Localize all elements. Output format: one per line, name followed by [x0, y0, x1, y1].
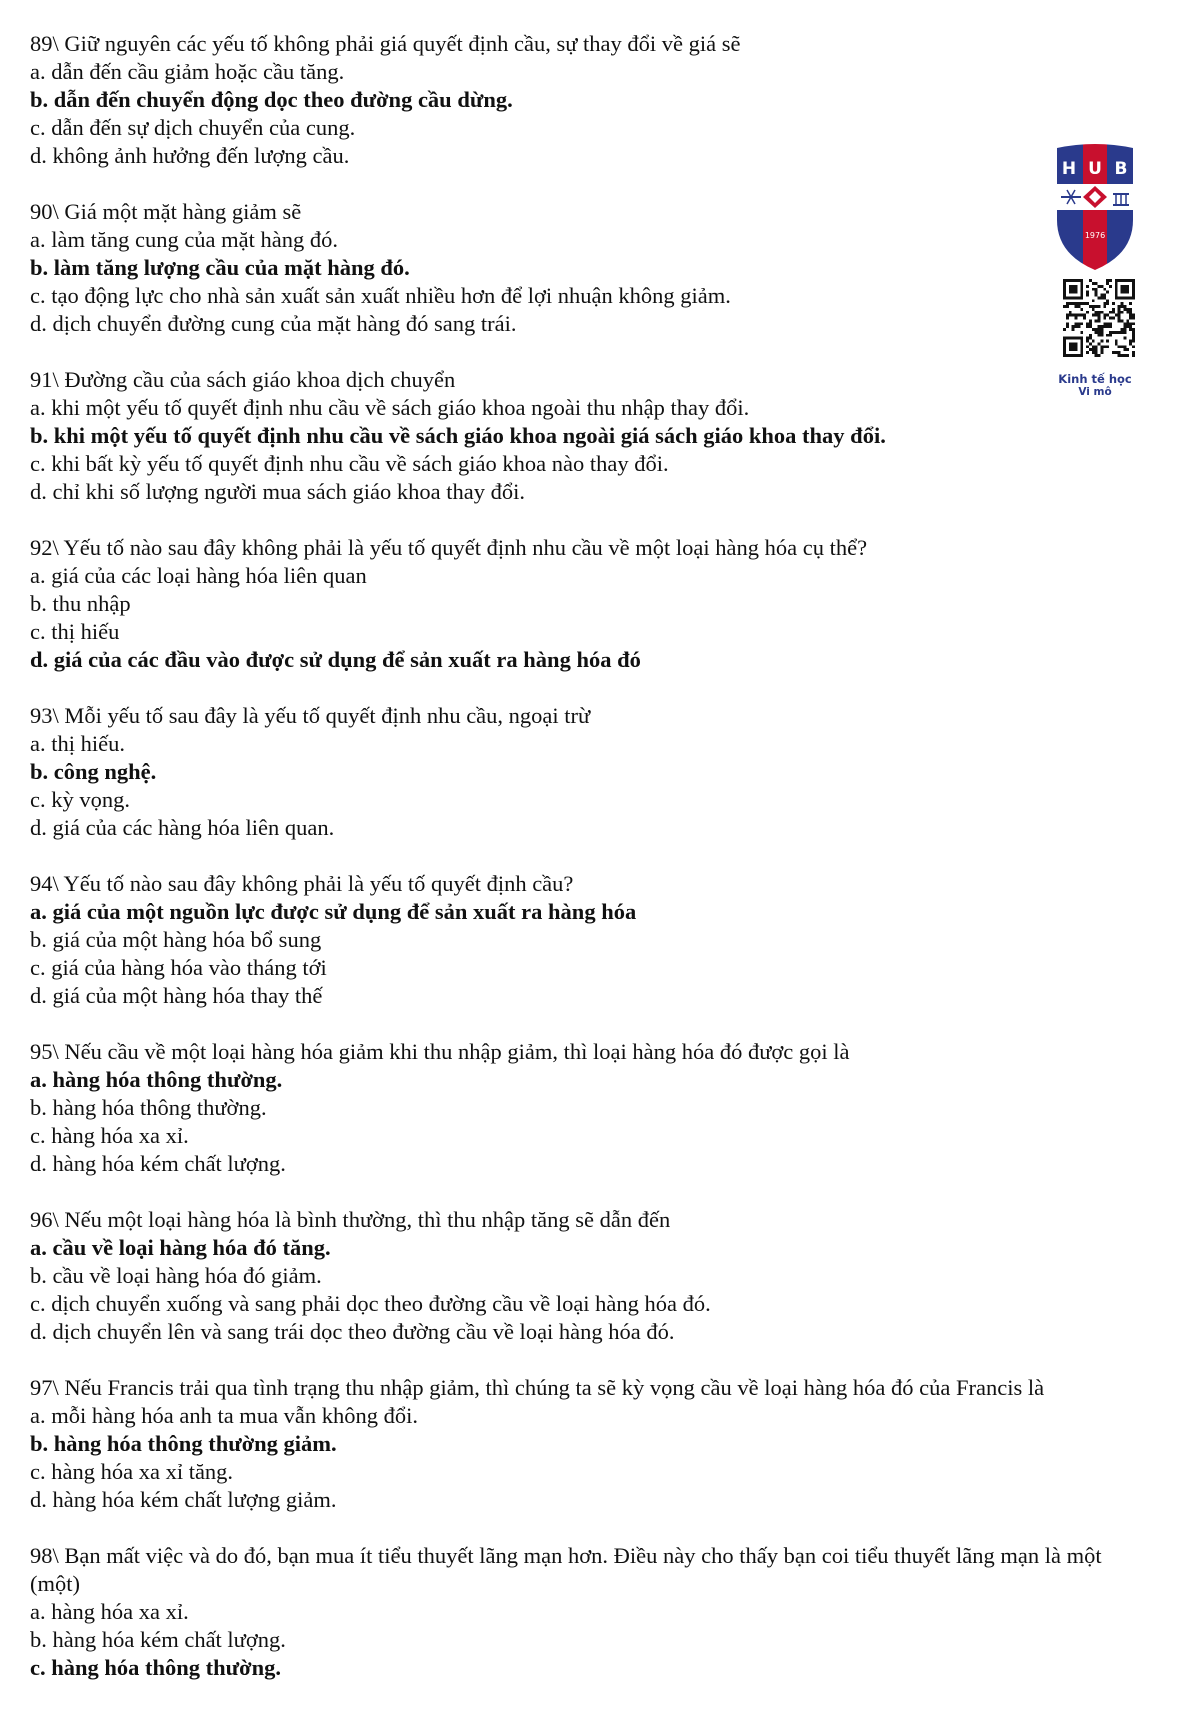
option-d: d. chỉ khi số lượng người mua sách giáo khoa thay đổi.	[30, 479, 525, 504]
option-c: c. hàng hóa xa xỉ tăng.	[30, 1459, 234, 1484]
question-90	[30, 198, 1160, 338]
option-b-correct-answer: b. dẫn đến chuyển động dọc theo đường cầu dừng.	[30, 87, 513, 112]
option-b-correct-answer: b. làm tăng lượng cầu của mặt hàng đó.	[30, 255, 410, 280]
option-c: c. hàng hóa xa xỉ.	[30, 1123, 189, 1148]
logo-letter-b: B	[1114, 159, 1128, 179]
option-c: c. kỳ vọng.	[30, 787, 130, 812]
option-a: a. thị hiếu.	[30, 731, 125, 756]
option-c: c. dẫn đến sự dịch chuyển của cung.	[30, 115, 356, 140]
question-96	[30, 1206, 1160, 1346]
question-stem: 89\ Giữ nguyên các yếu tố không phải giá quyết định cầu, sự thay đổi về giá sẽ	[30, 31, 741, 56]
option-b: b. giá của một hàng hóa bổ sung	[30, 927, 322, 952]
question-89	[30, 30, 1160, 170]
option-c: c. dịch chuyển xuống và sang phải dọc theo đường cầu về loại hàng hóa đó.	[30, 1291, 711, 1316]
question-98	[30, 1542, 1160, 1682]
option-b: b. hàng hóa thông thường.	[30, 1095, 267, 1120]
option-a-correct-answer: a. hàng hóa thông thường.	[30, 1067, 283, 1092]
option-b-correct-answer: b. khi một yếu tố quyết định nhu cầu về sách giáo khoa ngoài giá sách giáo khoa thay đổi.	[30, 423, 886, 448]
option-c: c. giá của hàng hóa vào tháng tới	[30, 955, 327, 980]
question-stem: 95\ Nếu cầu về một loại hàng hóa giảm khi thu nhập giảm, thì loại hàng hóa đó được gọi là	[30, 1039, 850, 1064]
hub-shield-logo	[1055, 142, 1135, 272]
option-b: b. hàng hóa kém chất lượng.	[30, 1627, 286, 1652]
logo-letter-u: U	[1088, 159, 1102, 179]
option-a: a. giá của các loại hàng hóa liên quan	[30, 563, 367, 588]
option-d: d. không ảnh hưởng đến lượng cầu.	[30, 143, 350, 168]
option-c-correct-answer: c. hàng hóa thông thường.	[30, 1655, 282, 1680]
question-stem: 92\ Yếu tố nào sau đây không phải là yếu tố quyết định nhu cầu về một loại hàng hóa cụ thể?	[30, 535, 868, 560]
option-d: d. hàng hóa kém chất lượng giảm.	[30, 1487, 337, 1512]
option-a: a. khi một yếu tố quyết định nhu cầu về sách giáo khoa ngoài thu nhập thay đổi.	[30, 395, 750, 420]
option-a-correct-answer: a. cầu về loại hàng hóa đó tăng.	[30, 1235, 331, 1260]
option-d: d. giá của một hàng hóa thay thế	[30, 983, 323, 1008]
question-92	[30, 534, 1160, 674]
option-b-correct-answer: b. công nghệ.	[30, 759, 157, 784]
question-95	[30, 1038, 1160, 1178]
option-a: a. làm tăng cung của mặt hàng đó.	[30, 227, 339, 252]
option-d: d. dịch chuyển đường cung của mặt hàng đó sang trái.	[30, 311, 517, 336]
question-stem: 97\ Nếu Francis trải qua tình trạng thu nhập giảm, thì chúng ta sẽ kỳ vọng cầu về loại hàng hóa đó của Francis là	[30, 1375, 1045, 1400]
option-a: a. hàng hóa xa xỉ.	[30, 1599, 189, 1624]
question-stem: 98\ Bạn mất việc và do đó, bạn mua ít tiểu thuyết lãng mạn hơn. Điều này cho thấy bạn coi tiểu thuyết lãng mạn là một (một)	[30, 1543, 1102, 1596]
option-a: a. dẫn đến cầu giảm hoặc cầu tăng.	[30, 59, 345, 84]
option-c: c. thị hiếu	[30, 619, 120, 644]
logo-letter-h: H	[1061, 159, 1077, 179]
question-stem: 96\ Nếu một loại hàng hóa là bình thường, thì thu nhập tăng sẽ dẫn đến	[30, 1207, 671, 1232]
question-93	[30, 702, 1160, 842]
option-b-correct-answer: b. hàng hóa thông thường giảm.	[30, 1431, 337, 1456]
question-91	[30, 366, 1160, 506]
question-97	[30, 1374, 1160, 1514]
option-c: c. khi bất kỳ yếu tố quyết định nhu cầu về sách giáo khoa nào thay đổi.	[30, 451, 669, 476]
question-stem: 93\ Mỗi yếu tố sau đây là yếu tố quyết định nhu cầu, ngoại trừ	[30, 703, 591, 728]
subject-caption	[1040, 372, 1150, 399]
question-94	[30, 870, 1160, 1010]
caption-line-1: Kinh tế học	[1058, 372, 1132, 386]
option-b: b. thu nhập	[30, 591, 131, 616]
option-d-correct-answer: d. giá của các đầu vào được sử dụng để sản xuất ra hàng hóa đó	[30, 647, 641, 672]
option-d: d. dịch chuyển lên và sang trái dọc theo đường cầu về loại hàng hóa đó.	[30, 1319, 675, 1344]
option-c: c. tạo động lực cho nhà sản xuất sản xuất nhiều hơn để lợi nhuận không giảm.	[30, 283, 731, 308]
document-body	[30, 30, 1160, 1710]
option-d: d. giá của các hàng hóa liên quan.	[30, 815, 335, 840]
option-b: b. cầu về loại hàng hóa đó giảm.	[30, 1263, 322, 1288]
option-a: a. mỗi hàng hóa anh ta mua vẫn không đổi.	[30, 1403, 419, 1428]
question-stem: 90\ Giá một mặt hàng giảm sẽ	[30, 199, 302, 224]
logo-year: 1976	[1084, 231, 1106, 240]
question-stem: 91\ Đường cầu của sách giáo khoa dịch chuyển	[30, 367, 456, 392]
caption-line-2: Vi mô	[1078, 386, 1112, 398]
option-a-correct-answer: a. giá của một nguồn lực được sử dụng để sản xuất ra hàng hóa	[30, 899, 637, 924]
qr-code-icon	[1063, 278, 1135, 358]
question-stem: 94\ Yếu tố nào sau đây không phải là yếu tố quyết định cầu?	[30, 871, 574, 896]
option-d: d. hàng hóa kém chất lượng.	[30, 1151, 286, 1176]
